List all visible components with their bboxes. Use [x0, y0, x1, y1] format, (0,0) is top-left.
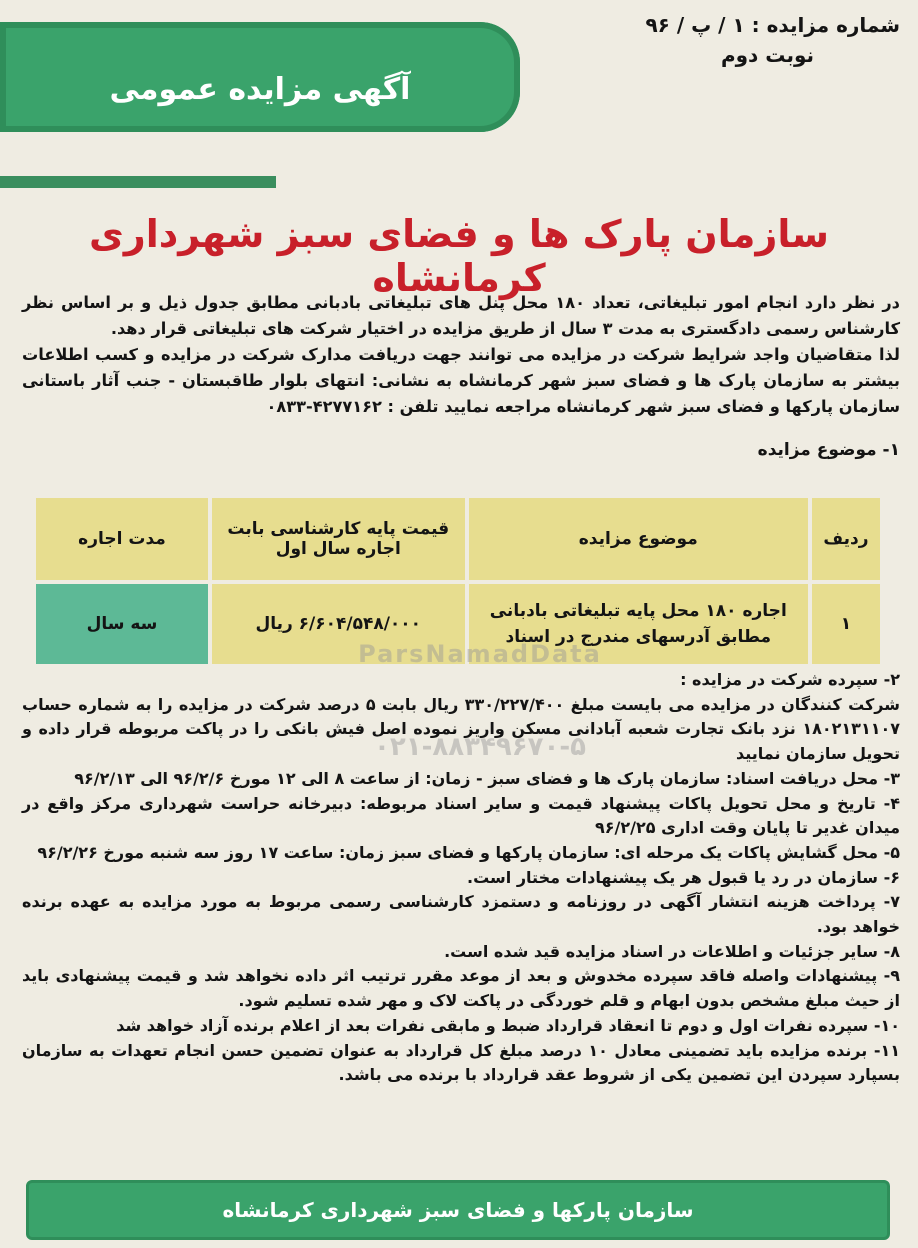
- watermark-text: ParsNamadData: [358, 640, 602, 668]
- banner-stripe: [0, 176, 276, 188]
- condition-item: ۳- محل دریافت اسناد: سازمان پارک ها و فضای سبز - زمان: از ساعت ۸ الی ۱۲ مورخ ۹۶/۲/۶ الی ۹۶/۲/۱۳: [74, 768, 900, 788]
- auction-header-info: [570, 10, 900, 70]
- notice-banner: [0, 22, 520, 132]
- condition-item: شرکت کنندگان در مزایده می بایست مبلغ ۳۳۰/۲۲۷/۴۰۰ ریال بابت ۵ درصد شرکت در مزایده را به شماره حساب ۱۸۰۲۱۳۱۱۰۷ نزد بانک تجارت شعبه آبادانی مسکن واریز نموده اصل فیش بانکی را در پاکت مربوطه قرار داده و تحویل سازمان نمایید: [22, 694, 900, 764]
- table-header-row: [36, 498, 880, 580]
- header-row-number: ردیف: [812, 498, 880, 580]
- cell-subject: اجاره ۱۸۰ محل پایه تبلیغاتی بادبانی مطابق آدرسهای مندرج در اسناد: [469, 584, 809, 664]
- intro-line: لذا متقاضیان واجد شرایط شرکت در مزایده می توانند جهت دریافت مدارک شرکت در مزایده و کسب اطلاعات بیشتر به سازمان پارک ها و فضای سبز شهر کرمانشاه به نشانی: انتهای بلوار طاقبستان - جنب آثار باستانی سازمان پارکها و فضای سبز شهر کرمانشاه مراجعه نمایید تلفن : ۴۲۷۷۱۶۲-۰۸۳۳: [22, 345, 900, 416]
- section-subject-heading: ۱- موضوع مزایده: [757, 440, 900, 460]
- watermark-phone: ۰۲۱-۸۸۳۴۹۶۷۰-۵: [373, 732, 586, 762]
- footer-organization: سازمان پارکها و فضای سبز شهرداری کرمانشاه: [26, 1180, 890, 1240]
- banner-title: آگهی مزایده عمومی: [109, 72, 411, 107]
- organization-title: سازمان پارک ها و فضای سبز شهرداری کرمانشاه: [89, 212, 829, 300]
- intro-line: در نظر دارد انجام امور تبلیغاتی، تعداد ۱۸۰ محل پنل های تبلیغاتی بادبانی مطابق جدول ذیل و بر اساس نظر کارشناس رسمی دادگستری به مدت ۳ سال از طریق مزایده در اختیار شرکت های تبلیغاتی قرار دهد.: [22, 293, 900, 338]
- condition-item: ۹- پیشنهادات واصله فاقد سپرده مخدوش و بعد از موعد مقرر ترتیب اثر داده نخواهد شد و قیمت پیشنهادی باید از حیث مبلغ مشخص بدون ابهام و قلم خوردگی در پاکت لاک و مهر شده تسلیم شود.: [22, 966, 900, 1011]
- section-deposit-heading: ۲- سپرده شرکت در مزایده :: [680, 670, 900, 689]
- cell-row-number: ۱: [812, 584, 880, 664]
- auction-number: شماره مزایده : ۱ / پ / ۹۶: [645, 13, 900, 37]
- header-duration: مدت اجاره: [36, 498, 208, 580]
- condition-item: ۶- سازمان در رد یا قبول هر یک پیشنهادات مختار است.: [467, 867, 900, 887]
- condition-item: ۵- محل گشایش پاکات یک مرحله ای: سازمان پارکها و فضای سبز زمان: ساعت ۱۷ روز سه شنبه مورخ ۹۶/۲/۲۶: [37, 842, 900, 862]
- cell-base-price: ۶/۶۰۴/۵۴۸/۰۰۰ ریال: [212, 584, 465, 664]
- condition-item: ۸- سایر جزئیات و اطلاعات در اسناد مزایده قید شده است.: [444, 941, 900, 961]
- condition-item: ۱۰- سپرده نفرات اول و دوم تا انعقاد قرارداد ضبط و مابقی نفرات بعد از اعلام برنده آزاد خواهد شد: [116, 1015, 900, 1035]
- intro-paragraph: [22, 290, 900, 420]
- condition-item: ۴- تاریخ و محل تحویل پاکات پیشنهاد قیمت و سایر اسناد مربوطه: دبیرخانه حراست شهرداری مرکز واقع در میدان غدیر تا پایان وقت اداری ۹۶/۲/۲۵: [22, 793, 900, 838]
- condition-item: ۱۱- برنده مزایده باید تضمینی معادل ۱۰ درصد مبلغ کل قرارداد به عنوان تضمین حسن انجام تعهدات به سازمان بسپارد سپردن این تضمین یکی از شروط عقد قرارداد با برنده می باشد.: [22, 1040, 900, 1085]
- publication-round: نوبت دوم: [720, 43, 814, 67]
- header-base-price: قیمت پایه کارشناسی بابت اجاره سال اول: [212, 498, 465, 580]
- cell-duration: سه سال: [36, 584, 208, 664]
- conditions-list: [22, 668, 900, 1088]
- header-subject: موضوع مزایده: [469, 498, 809, 580]
- condition-item: ۷- پرداخت هزینه انتشار آگهی در روزنامه و دستمزد کارشناسی رسمی مربوط به مورد مزایده به عهده برنده خواهد بود.: [22, 892, 900, 937]
